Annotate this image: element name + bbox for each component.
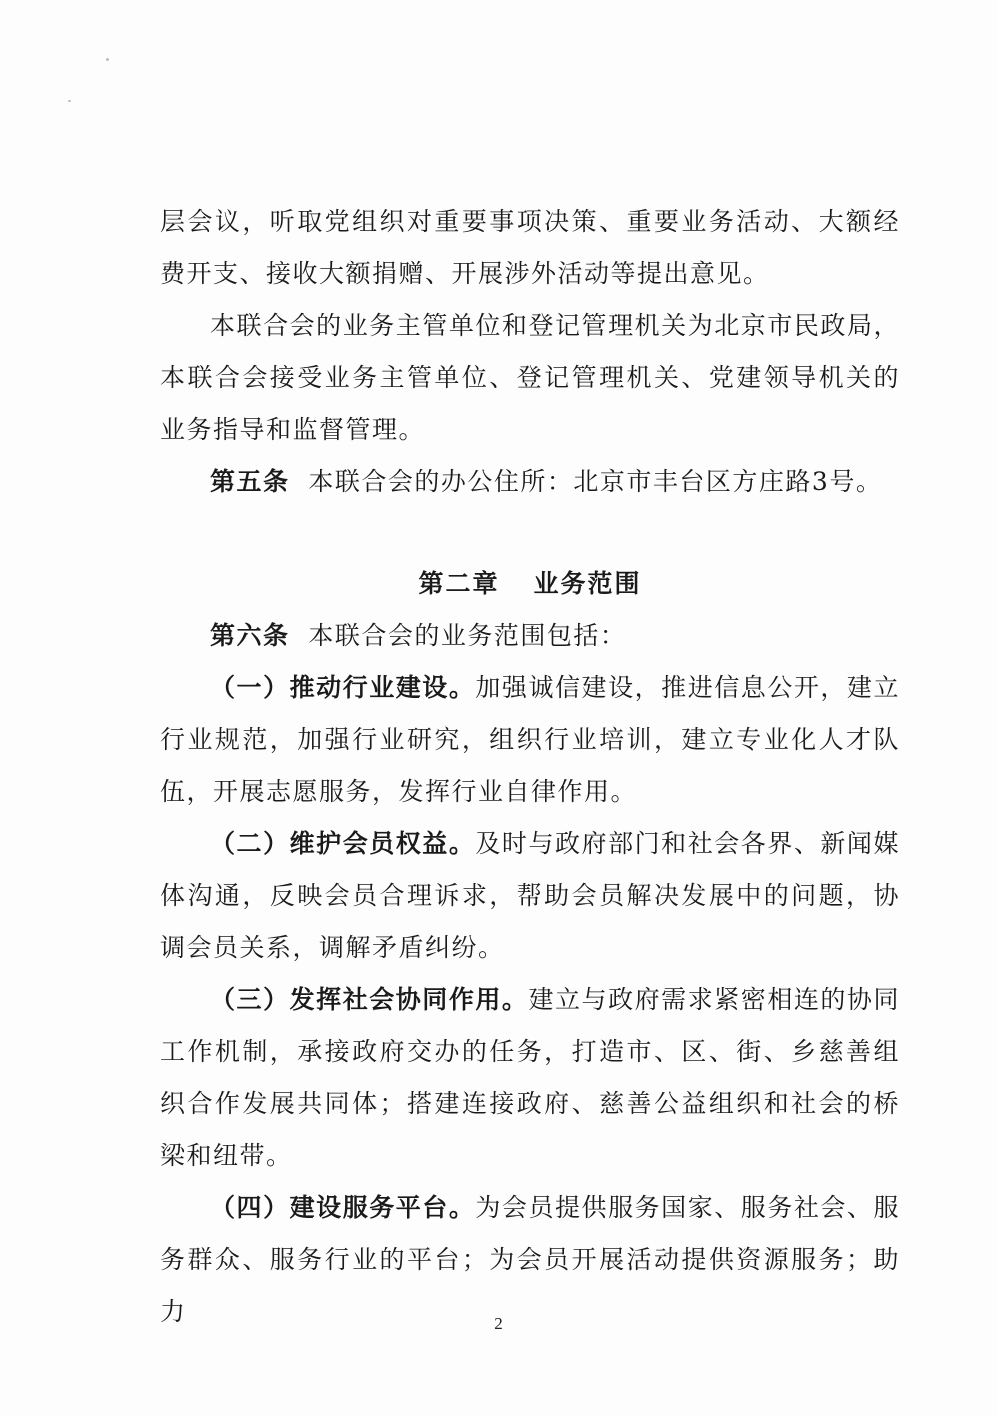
scope-item-text: 建立与政府需求紧密相连的协同工作机制，承接政府交办的任务，打造市、区、街、乡慈善组织合作发展共同体；搭建连接政府、慈善公益组织和社会的桥梁和纽带。 — [160, 985, 900, 1170]
article-text: 本联合会的业务范围包括： — [289, 621, 627, 650]
scope-item-heading: （二）维护会员权益。 — [210, 829, 476, 858]
article-6 — [160, 610, 900, 662]
paragraph-supervision — [160, 300, 900, 456]
paragraph-text: 层会议，听取党组织对重要事项决策、重要业务活动、大额经费开支、接收大额捐赠、开展涉外活动等提出意见。 — [160, 207, 900, 288]
chapter-title: 业务范围 — [533, 569, 642, 598]
article-5 — [160, 456, 900, 508]
scope-item-heading: （三）发挥社会协同作用。 — [210, 985, 529, 1014]
paragraph-continuation — [160, 196, 900, 300]
article-text: 本联合会的办公住所：北京市丰台区方庄路3号。 — [289, 467, 883, 496]
scope-item-3 — [160, 974, 900, 1182]
scope-item-text: 加强诚信建设，推进信息公开，建立行业规范，加强行业研究，组织行业培训，建立专业化人才队伍，开展志愿服务，发挥行业自律作用。 — [160, 673, 900, 806]
chapter-heading — [160, 558, 900, 610]
scope-item-1 — [160, 662, 900, 818]
scope-item-text: 及时与政府部门和社会各界、新闻媒体沟通，反映会员合理诉求，帮助会员解决发展中的问题，协调会员关系，调解矛盾纠纷。 — [160, 829, 900, 962]
article-number: 第五条 — [210, 467, 290, 496]
chapter-number: 第二章 — [418, 569, 500, 598]
scope-item-heading: （一）推动行业建设。 — [210, 673, 476, 702]
document-body — [160, 196, 900, 1338]
scan-speck — [68, 100, 71, 102]
paragraph-text: 本联合会的业务主管单位和登记管理机关为北京市民政局，本联合会接受业务主管单位、登记管理机关、党建领导机关的业务指导和监督管理。 — [160, 311, 900, 444]
scan-speck — [106, 58, 109, 61]
article-number: 第六条 — [210, 621, 290, 650]
page-number: 2 — [494, 1314, 503, 1333]
scope-item-2 — [160, 818, 900, 974]
scope-item-heading: （四）建设服务平台。 — [210, 1193, 476, 1222]
scope-item-text: 为会员提供服务国家、服务社会、服务群众、服务行业的平台；为会员开展活动提供资源服务；助力 — [160, 1193, 900, 1326]
